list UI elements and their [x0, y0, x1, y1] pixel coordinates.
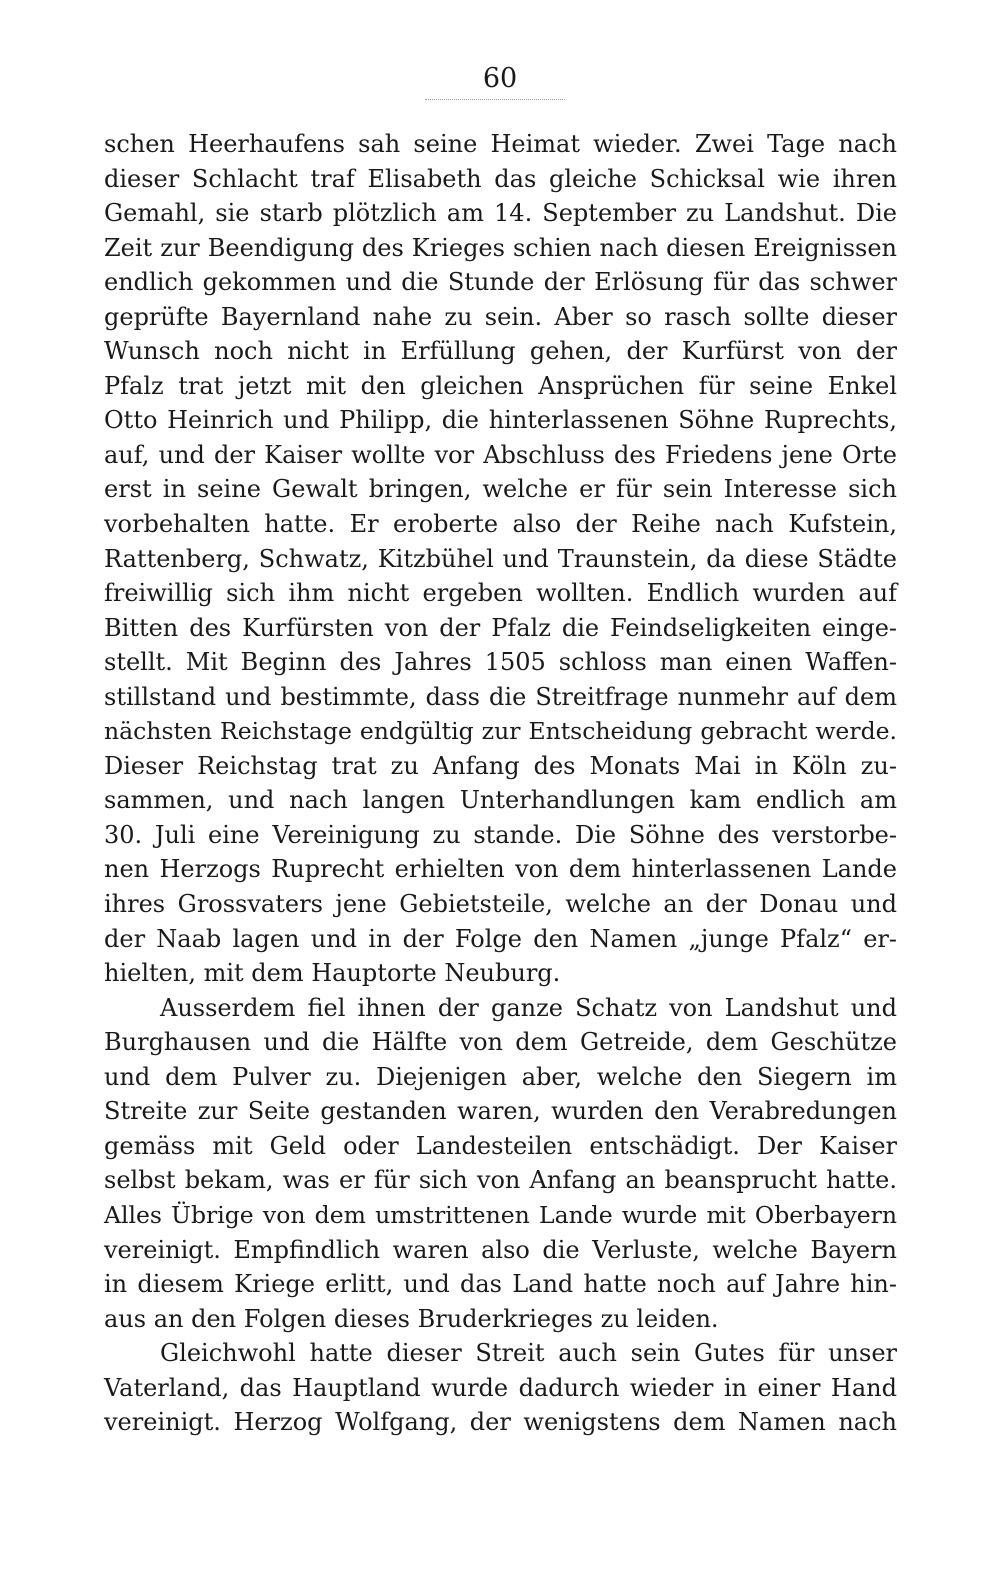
text-line: dieser Schlacht traf Elisabeth das gleiche Schicksal wie ihren	[104, 164, 897, 193]
text-line: Gleichwohl hatte dieser Streit auch sein Gutes für unser	[160, 1339, 897, 1368]
text-line: ihres Grossvaters jene Gebietsteile, welche an der Donau und	[104, 890, 897, 919]
text-line: Ausserdem fiel ihnen der ganze Schatz von Landshut und	[160, 993, 897, 1022]
text-line: in diesem Kriege erlitt, und das Land hatte noch auf Jahre hin-	[104, 1270, 897, 1299]
text-line: Dieser Reichstag trat zu Anfang des Monats Mai in Köln zu-	[104, 751, 897, 780]
text-line: geprüfte Bayernland nahe zu sein. Aber so rasch sollte dieser	[104, 302, 897, 331]
text-line: Bitten des Kurfürsten von der Pfalz die Feindseligkeiten einge-	[104, 613, 897, 642]
text-line: Alles Übrige von dem umstrittenen Lande wurde mit Oberbayern	[104, 1200, 897, 1229]
text-line: stillstand und bestimmte, dass die Streitfrage nunmehr auf dem	[104, 682, 897, 711]
text-line: freiwillig sich ihm nicht ergeben wollten. Endlich wurden auf	[104, 579, 897, 608]
text-line: gemäss mit Geld oder Landesteilen entschädigt. Der Kaiser	[104, 1131, 897, 1160]
text-line: Wunsch noch nicht in Erfüllung gehen, der Kurfürst von der	[104, 337, 897, 366]
text-line: Otto Heinrich und Philipp, die hinterlassenen Söhne Ruprechts,	[104, 406, 897, 435]
text-line: Gemahl, sie starb plötzlich am 14. September zu Landshut. Die	[104, 199, 897, 228]
page-number: 60	[482, 63, 518, 94]
text-line: 30. Juli eine Vereinigung zu stande. Die Söhne des verstorbe-	[104, 820, 897, 849]
text-line: endlich gekommen und die Stunde der Erlösung für das schwer	[104, 268, 897, 297]
text-line: Burghausen und die Hälfte von dem Getreide, dem Geschütze	[104, 1028, 897, 1057]
text-line: und dem Pulver zu. Diejenigen aber, welche den Siegern im	[104, 1062, 897, 1091]
text-line: auf, und der Kaiser wollte vor Abschluss des Friedens jene Orte	[104, 440, 897, 469]
text-line: selbst bekam, was er für sich von Anfang an beansprucht hatte.	[104, 1166, 897, 1195]
text-line: Zeit zur Beendigung des Krieges schien nach diesen Ereignissen	[104, 233, 897, 262]
text-line: nen Herzogs Ruprecht erhielten von dem hinterlassenen Lande	[104, 855, 897, 884]
text-line: erst in seine Gewalt bringen, welche er für sein Interesse sich	[104, 475, 897, 504]
text-line: der Naab lagen und in der Folge den Namen „junge Pfalz“ er-	[104, 924, 897, 953]
text-line: aus an den Folgen dieses Bruderkrieges zu leiden.	[104, 1304, 719, 1333]
text-line: vereinigt. Herzog Wolfgang, der wenigstens dem Namen nach	[104, 1408, 897, 1437]
text-line: vorbehalten hatte. Er eroberte also der Reihe nach Kufstein,	[104, 510, 897, 539]
text-line: Vaterland, das Hauptland wurde dadurch wieder in einer Hand	[104, 1373, 897, 1402]
text-line: Rattenberg, Schwatz, Kitzbühel und Traunstein, da diese Städte	[104, 544, 897, 573]
text-line: sammen, und nach langen Unterhandlungen kam endlich am	[104, 786, 897, 815]
text-line: schen Heerhaufens sah seine Heimat wieder. Zwei Tage nach	[104, 130, 897, 158]
text-line: Pfalz trat jetzt mit den gleichen Ansprüchen für seine Enkel	[104, 371, 897, 400]
text-line: hielten, mit dem Hauptorte Neuburg.	[104, 959, 561, 988]
text-line: vereinigt. Empfindlich waren also die Verluste, welche Bayern	[104, 1235, 897, 1264]
text-line: nächsten Reichstage endgültig zur Entscheidung gebracht werde.	[104, 717, 897, 746]
text-line: stellt. Mit Beginn des Jahres 1505 schloss man einen Waffen-	[104, 648, 897, 677]
body-text	[104, 127, 897, 1440]
text-line: Streite zur Seite gestanden waren, wurden den Verabredungen	[104, 1097, 897, 1126]
header-rule	[425, 99, 565, 100]
